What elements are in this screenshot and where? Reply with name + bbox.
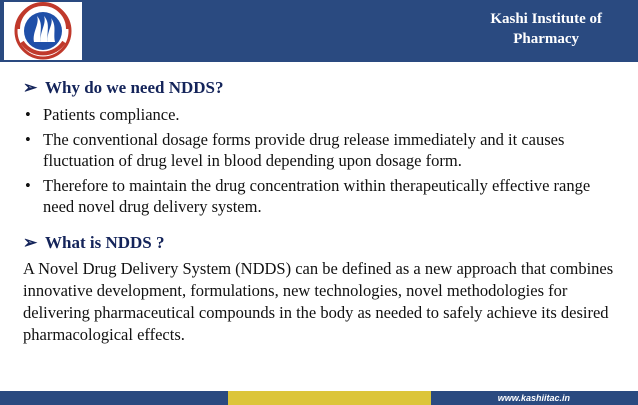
header-bar — [0, 0, 638, 62]
bullet-item — [23, 104, 623, 125]
bullet-item — [23, 129, 623, 171]
section2-heading — [23, 231, 623, 255]
bullet-text: Therefore to maintain the drug concentration within therapeutically effective range need novel drug delivery system. — [43, 176, 591, 216]
section1-heading — [23, 76, 623, 100]
footer-bar-accent — [228, 391, 431, 405]
footer-bar-left — [0, 391, 228, 405]
bullet-dot-icon: • — [25, 105, 31, 124]
definition-paragraph: A Novel Drug Delivery System (NDDS) can be defined as a new approach that combines innovative development, formulations, new technologies, novel methodologies for delivering pharmaceutical compounds in the body as needed to safely achieve its desired pharmacological effects. — [23, 259, 614, 344]
website-url: www.kashiitac.in — [497, 393, 570, 403]
section2-title: What is NDDS ? — [45, 233, 165, 252]
institute-name-line1: Kashi Institute of — [490, 11, 602, 27]
institute-name — [490, 9, 602, 49]
bullet-list — [23, 104, 623, 217]
slide-content — [23, 76, 623, 346]
institute-logo — [4, 2, 82, 60]
bullet-item — [23, 175, 623, 217]
bullet-text: The conventional dosage forms provide drug release immediately and it causes fluctuation of drug level in blood depending upon dosage form. — [43, 130, 565, 170]
arrow-bullet-icon: ➢ — [23, 78, 38, 97]
institute-name-line2: Pharmacy — [513, 31, 580, 47]
footer-bar-right — [431, 391, 638, 405]
bullet-dot-icon: • — [25, 130, 31, 149]
seal-icon — [4, 2, 82, 60]
arrow-bullet-icon: ➢ — [23, 233, 38, 252]
section1-title: Why do we need NDDS? — [45, 78, 224, 97]
bullet-text: Patients compliance. — [43, 105, 180, 124]
bullet-dot-icon: • — [25, 176, 31, 195]
